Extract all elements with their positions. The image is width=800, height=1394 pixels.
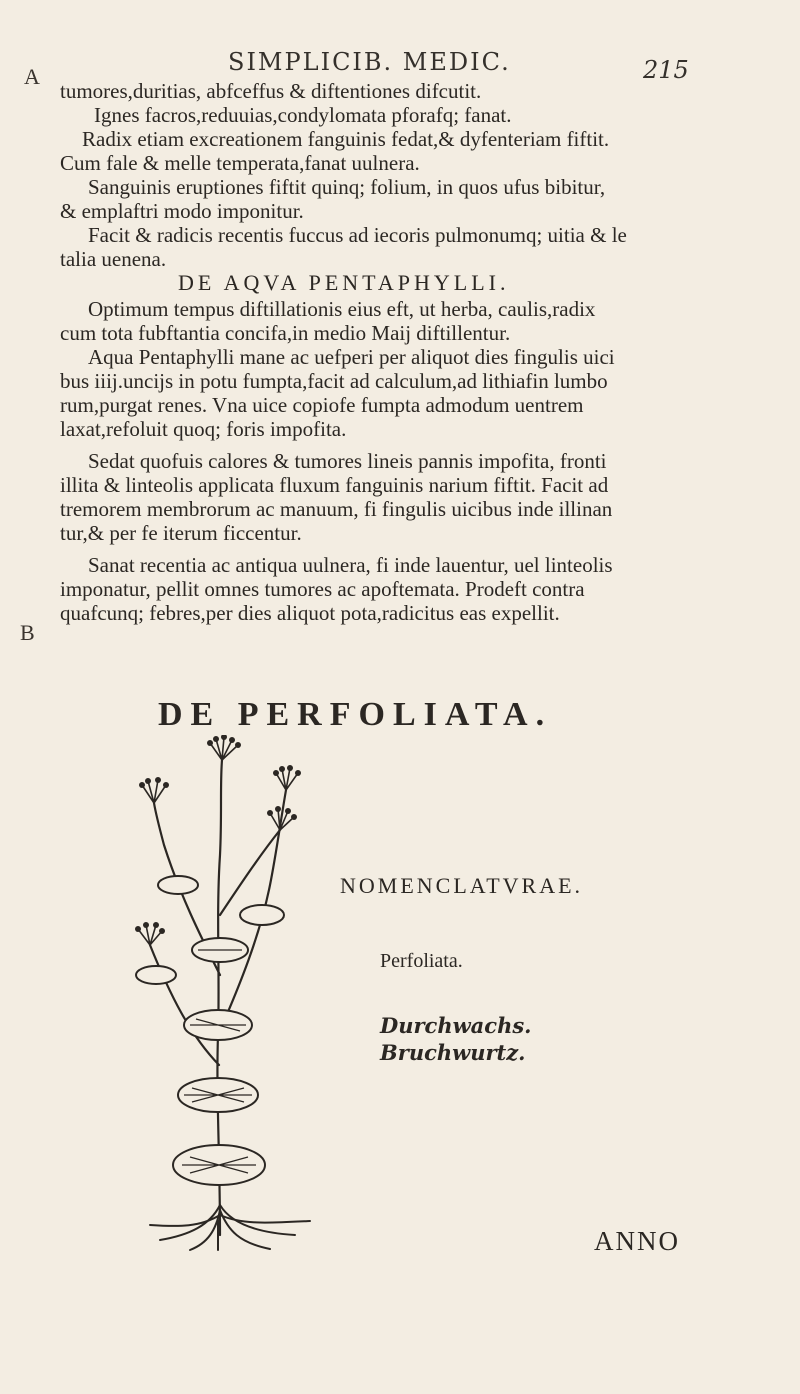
text-line: rum,purgat renes. Vna uice copiofe fumpta admodum uentrem bbox=[60, 393, 584, 417]
text-line: imponatur, pellit omnes tumores ac apoftemata. Prodeft contra bbox=[60, 577, 585, 601]
page-number: 215 bbox=[643, 56, 689, 84]
margin-letter-a: A bbox=[24, 64, 40, 89]
section-heading: DE AQVA PENTAPHYLLI. bbox=[178, 270, 510, 295]
text-line: Ignes facros,reduuias,condylomata pforafq; fanat. bbox=[94, 103, 512, 127]
text-line: laxat,refoluit quoq; foris impofita. bbox=[60, 417, 347, 441]
margin-letter-b: B bbox=[20, 620, 35, 645]
text-line: illita & linteolis applicata fluxum fanguinis narium fiftit. Facit ad bbox=[60, 473, 609, 497]
text-line: tur,& per fe iterum ficcentur. bbox=[60, 521, 302, 545]
text-line: Optimum tempus diftillationis eius eft, ut herba, caulis,radix bbox=[88, 297, 596, 321]
text-line: Aqua Pentaphylli mane ac uefperi per aliquot dies fingulis uici bbox=[88, 345, 615, 369]
text-line: Sanat recentia ac antiqua uulnera, fi inde lauentur, uel linteolis bbox=[88, 553, 613, 577]
text-line: Sedat quofuis calores & tumores lineis pannis impofita, fronti bbox=[88, 449, 607, 473]
nomenclature-german-name: Durchwachs. bbox=[380, 1013, 532, 1038]
nomenclature-latin-name: Perfoliata. bbox=[380, 950, 463, 972]
text-line: bus iiij.uncijs in potu fumpta,facit ad calculum,ad lithiafin lumbo bbox=[60, 369, 608, 393]
text-line: tumores,duritias, abfceffus & diftentiones difcutit. bbox=[60, 79, 482, 103]
text-line: Sanguinis eruptiones fiftit quinq; folium, in quos ufus bibitur, bbox=[88, 175, 606, 199]
text-line: talia uenena. bbox=[60, 247, 167, 271]
catchword: ANNO bbox=[594, 1226, 680, 1256]
nomenclature-title: NOMENCLATVRAE. bbox=[340, 873, 584, 898]
text-line: quafcunq; febres,per dies aliquot pota,radicitus eas expellit. bbox=[60, 601, 560, 625]
text-line: Cum fale & melle temperata,fanat uulnera. bbox=[60, 151, 420, 175]
text-line: Facit & radicis recentis fuccus ad iecoris pulmonumq; uitia & le bbox=[88, 223, 627, 247]
section-heading: DE PERFOLIATA. bbox=[158, 696, 553, 733]
text-line: cum tota fubftantia concifa,in medio Maij diftillentur. bbox=[60, 321, 511, 345]
running-head: SIMPLICIB. MEDIC. bbox=[228, 48, 511, 76]
nomenclature-german-name: Bruchwurtz. bbox=[380, 1040, 526, 1065]
text-line: & emplaftri modo imponitur. bbox=[60, 199, 304, 223]
perfoliata-woodcut-illustration bbox=[120, 735, 340, 1255]
text-line: Radix etiam excreationem fanguinis fedat,& dyfenteriam fiftit. bbox=[82, 127, 610, 151]
text-line: tremorem membrorum ac manuum, fi fingulis uicibus inde illinan bbox=[60, 497, 613, 521]
